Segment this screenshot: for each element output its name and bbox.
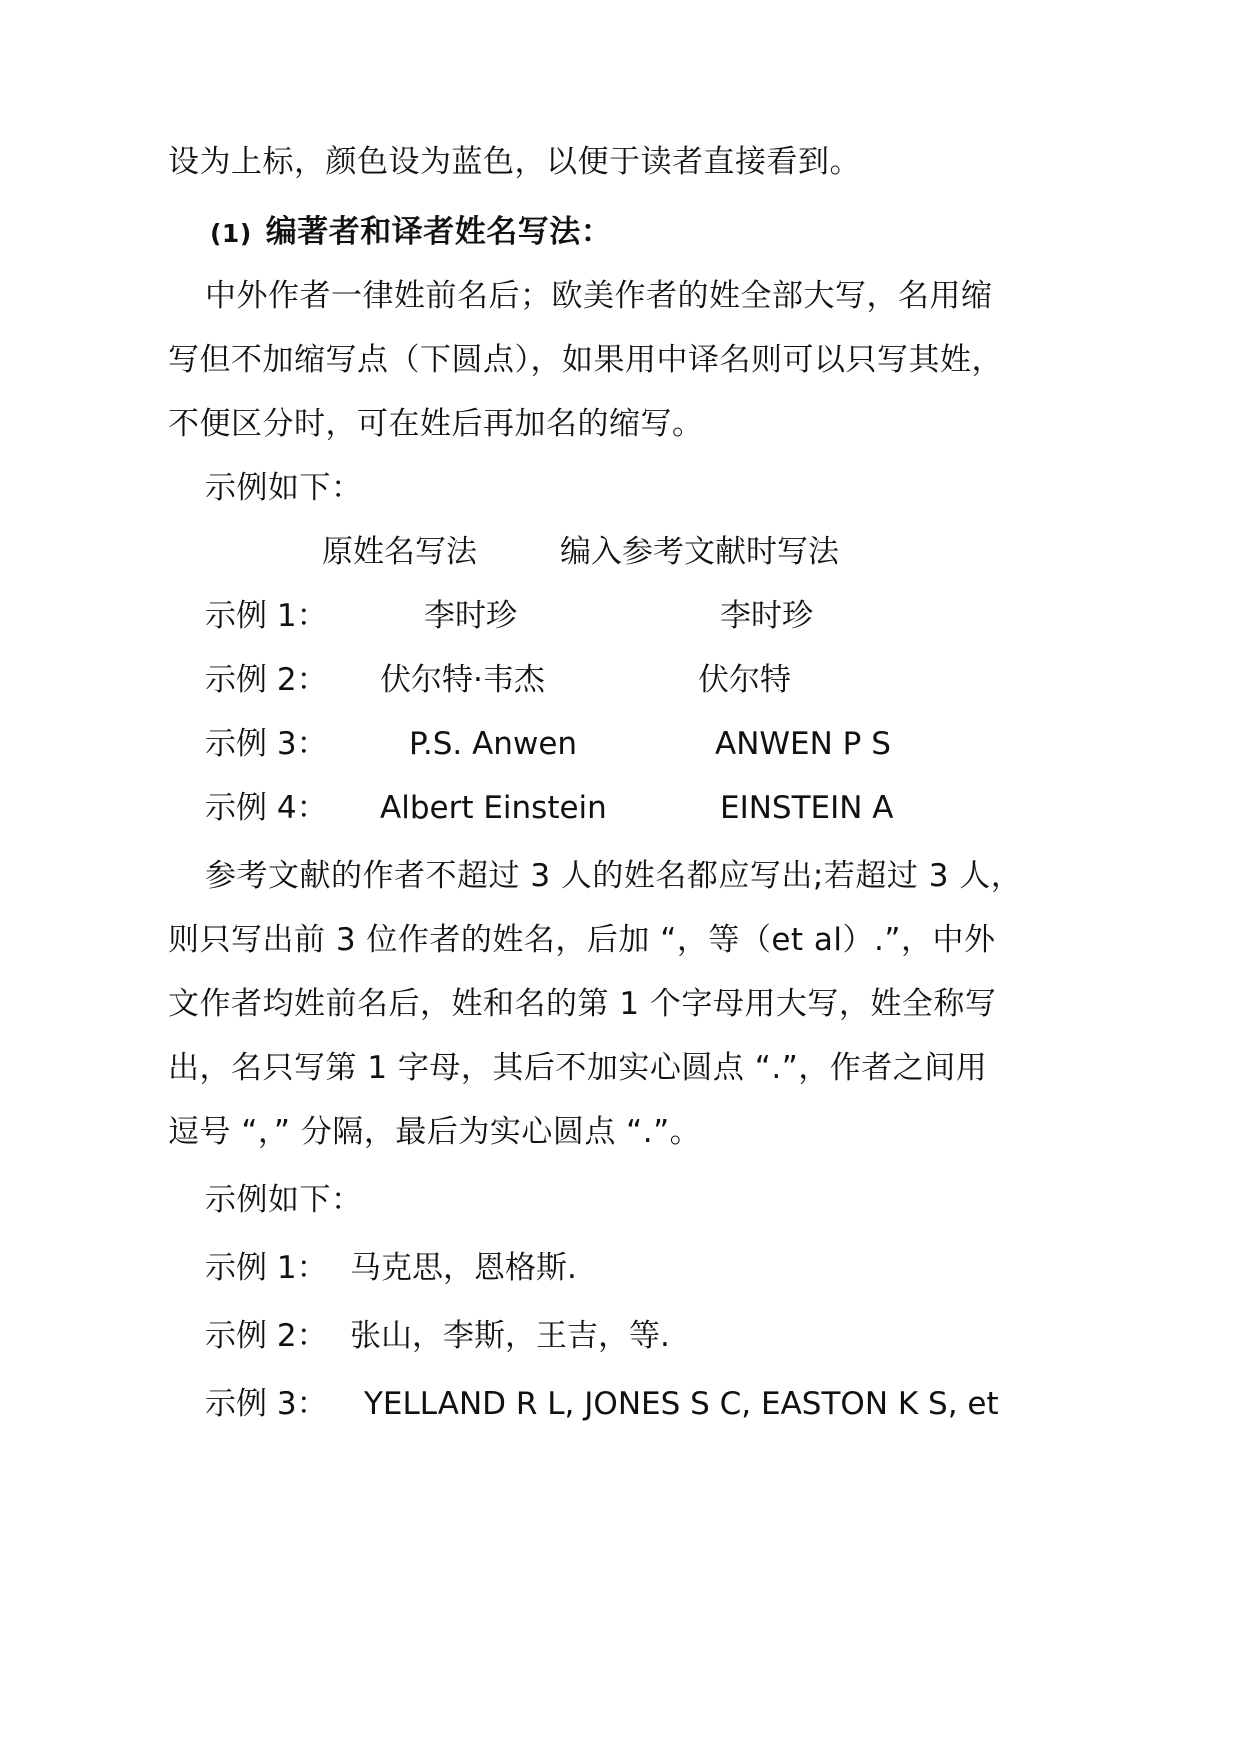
table-row-original: P.S. Anwen: [409, 726, 578, 762]
example-label: 示例 1：: [205, 1250, 328, 1286]
section-heading: [210, 212, 612, 254]
example-text: YELLAND R L, JONES S C, EASTON K S, et: [364, 1386, 999, 1422]
paragraph-1-line-3: 不便区分时，可在姓后再加名的缩写。: [168, 406, 704, 442]
table-row-original: Albert Einstein: [380, 790, 607, 826]
paragraph-1-line-1: 中外作者一律姓前名后；欧美作者的姓全部大写，名用缩: [205, 278, 993, 314]
paragraph-1-line-2: 写但不加缩写点（下圆点），如果用中译名则可以只写其姓，: [168, 342, 1003, 378]
table-row-label: 示例 2：: [205, 662, 328, 698]
example-intro: 示例如下：: [205, 470, 363, 506]
table-row-label: 示例 4：: [205, 790, 328, 826]
paragraph-2-line-2: 则只写出前 3 位作者的姓名，后加 “，等（et al）.”，中外: [168, 922, 996, 958]
table-header-reference: 编入参考文献时写法: [560, 534, 839, 570]
table-row-reference: EINSTEIN A: [720, 790, 894, 826]
paragraph-2-line-1: 参考文献的作者不超过 3 人的姓名都应写出;若超过 3 人，: [205, 858, 1023, 894]
example-label: 示例 3：: [205, 1386, 328, 1422]
table-row-reference: 李时珍: [720, 598, 813, 634]
heading-text: 编著者和译者姓名写法：: [265, 214, 613, 250]
table-header-original: 原姓名写法: [322, 534, 477, 570]
table-row-label: 示例 3：: [205, 726, 328, 762]
table-row-label: 示例 1：: [205, 598, 328, 634]
paragraph-2-line-5: 逗号 “，” 分隔，最后为实心圆点 “.”。: [168, 1114, 702, 1150]
paragraph-continuation: 设为上标，颜色设为蓝色，以便于读者直接看到。: [168, 144, 861, 180]
table-row-reference: ANWEN P S: [715, 726, 891, 762]
example-label: 示例 2：: [205, 1318, 328, 1354]
paragraph-2-line-4: 出，名只写第 1 字母，其后不加实心圆点 “.”，作者之间用: [168, 1050, 988, 1086]
example-text: 张山，李斯，王吉，等.: [350, 1318, 670, 1354]
example-intro: 示例如下：: [205, 1182, 363, 1218]
table-row-reference: 伏尔特: [698, 662, 791, 698]
paragraph-2-line-3: 文作者均姓前名后，姓和名的第 1 个字母用大写，姓全称写: [168, 986, 997, 1022]
table-row-original: 伏尔特·韦杰: [380, 662, 545, 698]
example-text: 马克思，恩格斯.: [350, 1250, 577, 1286]
heading-number: (1): [210, 219, 252, 248]
table-row-original: 李时珍: [424, 598, 517, 634]
